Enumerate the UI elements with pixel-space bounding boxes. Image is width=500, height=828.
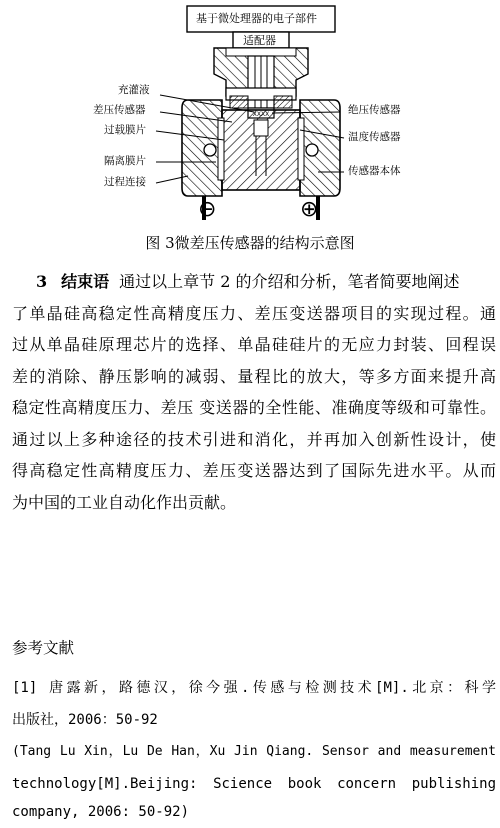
references-title: 参考文献 (12, 639, 75, 657)
text-line: 差的消除、静压影响的减弱、量程比的放大，等多方面来提升高 (12, 366, 496, 386)
label-absolute-sensor: 绝压传感器 (348, 104, 401, 116)
reference-line: technology[M].Beijing: Science book concern publishing (12, 776, 496, 792)
label-process-connection: 过程连接 (104, 176, 146, 188)
minus-symbol: ⊖ (198, 197, 217, 222)
reference-line: [1] 唐露新，路德汉，徐今强.传感与检测技术[M].北京：科学 (12, 680, 496, 696)
label-fill-fluid: 充灌液 (118, 84, 150, 96)
text-line: 得高稳定性高精度压力、差压变送器达到了国际先进水平。从而 (12, 461, 496, 480)
adapter-label: 适配器 (243, 34, 276, 47)
label-sensor-body: 传感器本体 (348, 165, 401, 177)
electronics-box-label: 基于微处理器的电子部件 (196, 12, 317, 25)
reference-line: company, 2006: 50-92) (12, 804, 190, 820)
plus-symbol: ⊕ (300, 197, 319, 222)
figure-caption: 图 3微差压传感器的结构示意图 (145, 234, 355, 252)
text-line: 为中国的工业自动化作出贡献。 (12, 492, 237, 512)
label-overload-diaphragm: 过载膜片 (104, 124, 146, 136)
reference-line: (Tang Lu Xin，Lu De Han，Xu Jin Qiang. Sensor and measurement (12, 744, 496, 759)
text-line: 稳定性高精度压力、差压 变送器的全性能、准确度等级和可靠性。 (12, 398, 496, 417)
section-title: 结束语 (61, 272, 110, 291)
label-differential-sensor: 差压传感器 (93, 104, 146, 116)
label-temperature-sensor: 温度传感器 (348, 131, 401, 143)
reference-line: 出版社，2006：50-92 (12, 712, 158, 728)
text-line: 了单晶硅高稳定性高精度压力、差压变送器项目的实现过程。通 (12, 303, 496, 323)
label-isolation-diaphragm: 隔离膜片 (104, 155, 146, 167)
text-line: 通过以上多种途径的技术引进和消化，并再加入创新性设计，使 (12, 429, 496, 449)
conclusion-section (12, 266, 496, 518)
text-line (12, 266, 496, 298)
sensor-structure-diagram (0, 0, 500, 226)
text-line-content: 通过以上章节 2 的介绍和分析，笔者简要地阐述 (119, 272, 460, 291)
text-line: 过从单晶硅原理芯片的选择、单晶硅硅片的无应力封装、回程误 (12, 335, 496, 354)
section-number: 3 (36, 272, 48, 291)
